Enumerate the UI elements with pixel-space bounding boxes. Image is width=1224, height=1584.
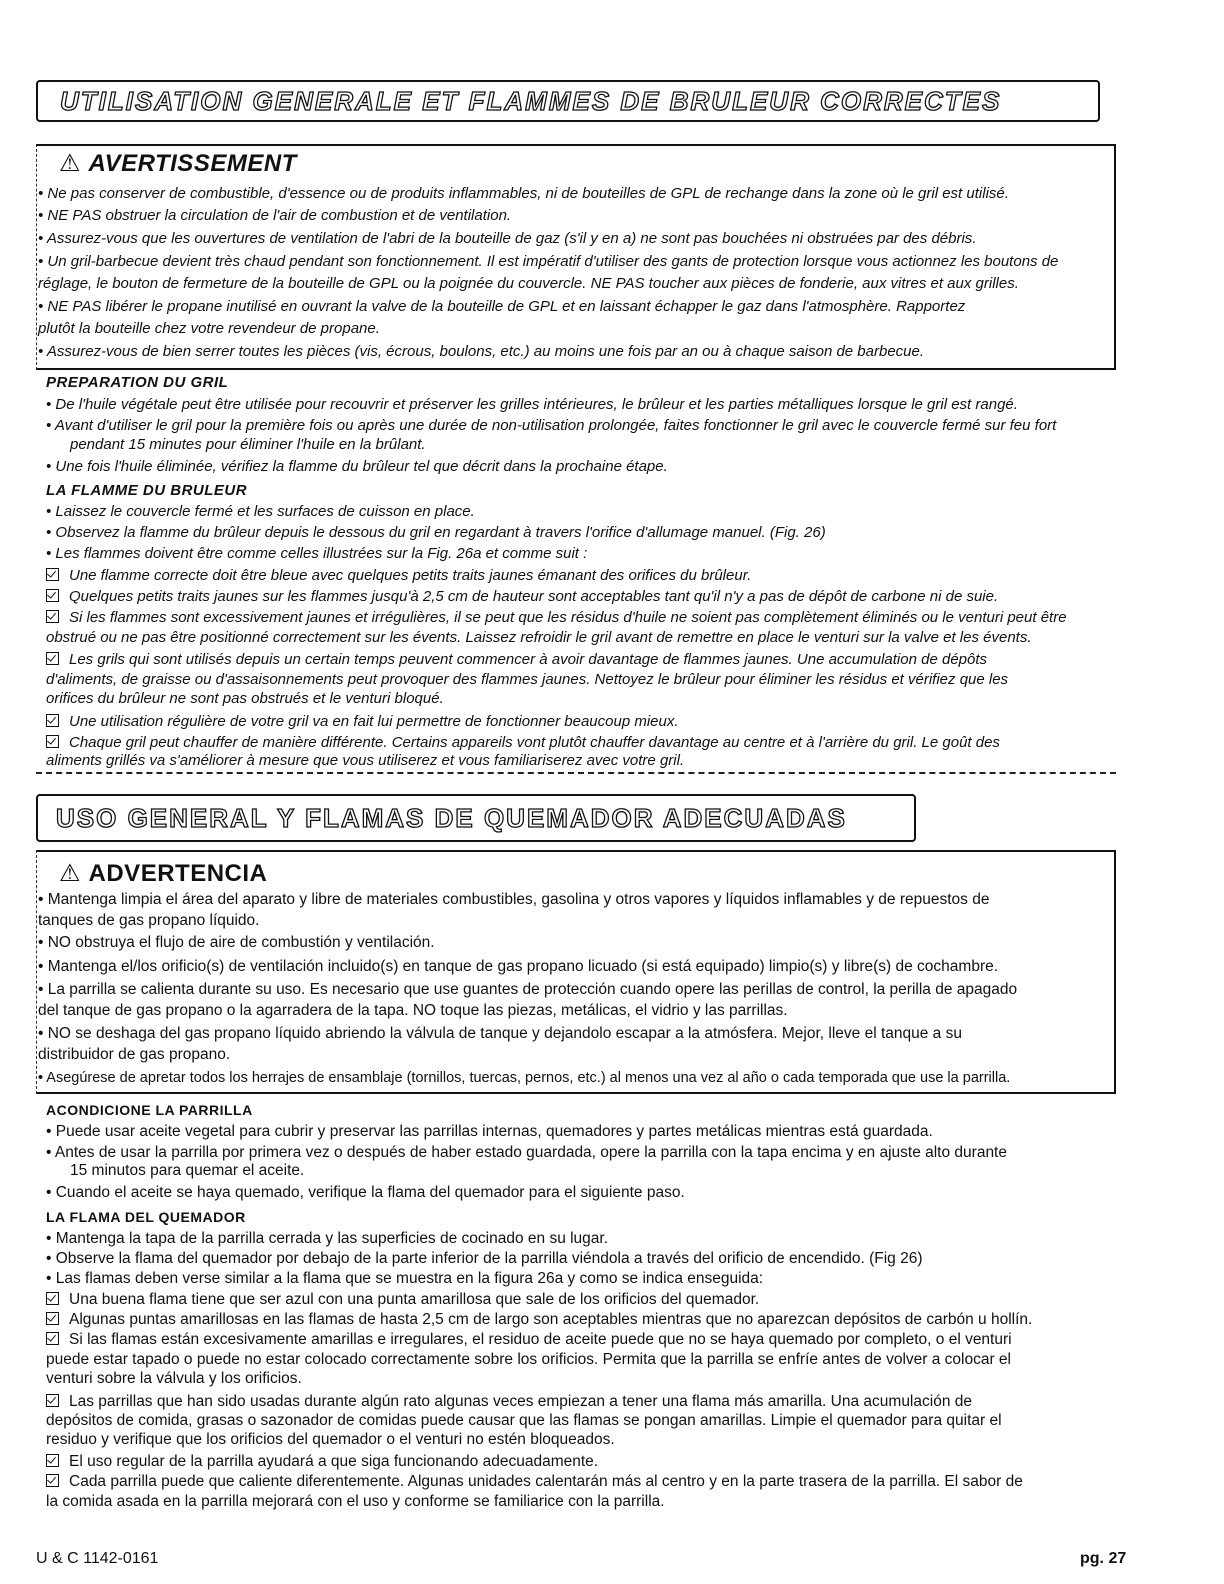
flame-bullet: • Laissez le couvercle fermé et les surfaces de cuisson en place. bbox=[46, 503, 475, 520]
warning-line: • La parrilla se calienta durante su uso. Es necesario que use guantes de protección cuando opere las perillas de control, la perilla de apagado bbox=[38, 981, 1018, 998]
flame-check-item: Si les flammes sont excessivement jaunes et irrégulières, il se peut que les résidus d'huile ne soient pas complètement éliminés ou le venturi peut être bbox=[46, 609, 1067, 626]
checked-box-icon bbox=[46, 1312, 59, 1325]
checked-box-icon bbox=[46, 568, 59, 581]
warning-triangle-icon: ⚠ bbox=[59, 860, 81, 887]
flame-check-item: Les grils qui sont utilisés depuis un certain temps peuvent commencer à avoir davantage de flammes jaunes. Une accumulation de dépôts bbox=[46, 651, 987, 668]
flame-check-item: Si las flamas están excesivamente amarillas e irregulares, el residuo de aceite puede que no se haya quemado por completo, o el venturi bbox=[46, 1331, 1012, 1348]
checked-box-icon bbox=[46, 1292, 59, 1305]
french-section-heading: UTILISATION GENERALE ET FLAMMES DE BRULEUR CORRECTES bbox=[60, 85, 1002, 116]
flame-check-item: Quelques petits traits jaunes sur les flammes jusqu'à 2,5 cm de hauteur sont acceptables tant qu'il n'y a pas de dépôt de carbone ni de suie. bbox=[46, 588, 998, 605]
warning-line: • Assurez-vous que les ouvertures de ventilation de l'abri de la bouteille de gaz (s'il y en a) ne sont pas bouchées ni obstruées par des débris. bbox=[38, 230, 977, 247]
flame-check-continued: venturi sobre la válvula y los orificios. bbox=[46, 1370, 302, 1387]
warning-line: • Asegúrese de apretar todos los herrajes de ensamblaje (tornillos, tuercas, pernos, etc.) al menos una vez al año o cada temporada que use la parrilla. bbox=[38, 1070, 1011, 1086]
warning-line: • Ne pas conserver de combustible, d'essence ou de produits inflammables, ni de bouteilles de GPL de rechange dans la zone où le gril est utilisé. bbox=[38, 185, 1009, 202]
warning-line: • NE PAS libérer le propane inutilisé en ouvrant la valve de la bouteille de GPL et en laissant échapper le gaz dans l'atmosphère. Rapportez bbox=[38, 298, 966, 315]
spanish-prep-subheading: ACONDICIONE LA PARRILLA bbox=[46, 1102, 253, 1118]
flame-check-continued: d'aliments, de graisse ou d'assaisonnements peut provoquer des flammes jaunes. Nettoyez le brûleur pour éliminer les résidus et vérifiez que les bbox=[46, 671, 1009, 688]
spanish-section-heading-box bbox=[36, 794, 916, 842]
flame-bullet: • Les flammes doivent être comme celles illustrées sur la Fig. 26a et comme suit : bbox=[46, 545, 588, 562]
warning-line: plutôt la bouteille chez votre revendeur de propane. bbox=[38, 320, 380, 337]
prep-line: • De l'huile végétale peut être utilisée pour recouvrir et préserver les grilles intérieures, le brûleur et les parties métalliques lorsque le gril est rangé. bbox=[46, 396, 1018, 413]
flame-check-item: Algunas puntas amarillosas en las flamas de hasta 2,5 cm de largo son aceptables mientras que no aparezcan depósitos de carbón u hollín. bbox=[46, 1311, 1032, 1328]
french-warning-title: AVERTISSEMENT bbox=[88, 150, 297, 177]
prep-line: pendant 15 minutes pour éliminer l'huile en la brûlant. bbox=[70, 436, 426, 453]
prep-line: • Cuando el aceite se haya quemado, verifique la flama del quemador para el siguiente paso. bbox=[46, 1184, 685, 1201]
warning-line: • NO se deshaga del gas propano líquido abriendo la válvula de tanque y dejandolo escapar a la atmósfera. Mejor, lleve el tanque a su bbox=[38, 1025, 962, 1042]
flame-check-continued: obstrué ou ne pas être positionné correctement sur les évents. Laissez refroidir le gril avant de remettre en place le venturi sur la valve et les évents. bbox=[46, 629, 1032, 646]
flame-check-continued: la comida asada en la parrilla mejorará con el uso y conforme se familiarice con la parrilla. bbox=[46, 1493, 665, 1510]
page-number: pg. 27 bbox=[1080, 1550, 1127, 1567]
checked-box-icon bbox=[46, 1474, 59, 1487]
flame-check-continued: residuo y verifique que los orificios del quemador o el venturi no estén bloqueados. bbox=[46, 1431, 615, 1448]
prep-line: • Puede usar aceite vegetal para cubrir y preservar las parrillas internas, quemadores y partes metálicas mientras está guardada. bbox=[46, 1123, 933, 1140]
checked-box-icon bbox=[46, 589, 59, 602]
warning-line: • Mantenga limpia el área del aparato y libre de materiales combustibles, gasolina y otros vapores y líquidos inflamables y de repuestos de bbox=[38, 891, 990, 908]
checked-box-icon bbox=[46, 610, 59, 623]
checked-box-icon bbox=[46, 1332, 59, 1345]
prep-line: 15 minutos para quemar el aceite. bbox=[70, 1162, 305, 1179]
prep-line: • Une fois l'huile éliminée, vérifiez la flamme du brûleur tel que décrit dans la prochaine étape. bbox=[46, 458, 668, 475]
checked-box-icon bbox=[46, 1454, 59, 1467]
flame-bullet: • Las flamas deben verse similar a la flama que se muestra en la figura 26a y como se indica enseguida: bbox=[46, 1270, 764, 1287]
flame-bullet: • Observez la flamme du brûleur depuis le dessous du gril en regardant à travers l'orifice d'allumage manuel. (Fig. 26) bbox=[46, 524, 826, 541]
flame-check-continued: puede estar tapado o puede no estar colocado correctamente sobre los orificios. Permita que la parrilla se enfríe antes de volver a colocar el bbox=[46, 1351, 1011, 1368]
flame-check-item: Cada parrilla puede que caliente diferentemente. Algunas unidades calentarán más al centro y en la parte trasera de la parrilla. El sabor de bbox=[46, 1473, 1023, 1490]
flame-bullet: • Mantenga la tapa de la parrilla cerrada y las superficies de cocinado en su lugar. bbox=[46, 1230, 609, 1247]
flame-check-item: Une flamme correcte doit être bleue avec quelques petits traits jaunes émanant des orifices du brûleur. bbox=[46, 567, 751, 584]
warning-triangle-icon: ⚠ bbox=[59, 150, 81, 177]
checked-box-icon bbox=[46, 652, 59, 665]
warning-line: • Un gril-barbecue devient très chaud pendant son fonctionnement. Il est impératif d'utiliser des gants de protection lorsque vous actionnez les boutons de bbox=[38, 253, 1059, 270]
french-flame-subheading: LA FLAMME DU BRULEUR bbox=[46, 482, 248, 499]
spanish-flame-subheading: LA FLAMA DEL QUEMADOR bbox=[46, 1209, 246, 1225]
checked-box-icon bbox=[46, 714, 59, 727]
flame-check-continued: orifices du brûleur ne sont pas obstrués et le venturi bloqué. bbox=[46, 690, 444, 707]
flame-check-continued: depósitos de comida, grasas o sazonador de comidas puede causar que las flamas se pongan amarillas. Limpie el quemador para quitar el bbox=[46, 1412, 1002, 1429]
section-divider bbox=[36, 772, 1116, 774]
warning-line: • NE PAS obstruer la circulation de l'air de combustion et de ventilation. bbox=[38, 207, 512, 224]
flame-check-item: Las parrillas que han sido usadas durante algún rato algunas veces empiezan a tener una flama más amarilla. Una acumulación de bbox=[46, 1393, 972, 1410]
spanish-section-heading: USO GENERAL Y FLAMAS DE QUEMADOR ADECUADAS bbox=[56, 802, 847, 833]
warning-line: del tanque de gas propano o la agarradera de la tapa. NO toque las piezas, metálicas, el vidrio y las parrillas. bbox=[38, 1002, 788, 1019]
flame-check-item: Une utilisation régulière de votre gril va en fait lui permettre de fonctionner beaucoup mieux. bbox=[46, 713, 679, 730]
checked-box-icon bbox=[46, 735, 59, 748]
flame-check-item: Chaque gril peut chauffer de manière différente. Certains appareils vont plutôt chauffer davantage au centre et à l'arrière du gril. Le goût des bbox=[46, 734, 1000, 751]
warning-line: réglage, le bouton de fermeture de la bouteille de GPL ou la poignée du couvercle. NE PAS toucher aux pièces de fonderie, aux vitres et aux grilles. bbox=[38, 275, 1019, 292]
checked-box-icon bbox=[46, 1394, 59, 1407]
spanish-warning-title-row bbox=[59, 860, 267, 888]
french-prep-subheading: PREPARATION DU GRIL bbox=[46, 374, 229, 391]
warning-line: distribuidor de gas propano. bbox=[38, 1046, 231, 1063]
warning-line: tanques de gas propano líquido. bbox=[38, 912, 260, 929]
warning-line: • NO obstruya el flujo de aire de combustión y ventilación. bbox=[38, 934, 435, 951]
spanish-warning-title: ADVERTENCIA bbox=[88, 860, 268, 887]
document-code: U & C 1142-0161 bbox=[36, 1550, 159, 1567]
prep-line: • Antes de usar la parrilla por primera vez o después de haber estado guardada, opere la parrilla con la tapa encima y en ajuste alto durante bbox=[46, 1144, 1007, 1161]
flame-check-item: El uso regular de la parrilla ayudará a que siga funcionando adecuadamente. bbox=[46, 1453, 598, 1470]
flame-check-continued: aliments grillés va s'améliorer à mesure que vous utiliserez et vous familiariserez avec votre gril. bbox=[46, 752, 685, 769]
flame-bullet: • Observe la flama del quemador por debajo de la parte inferior de la parrilla viéndola a través del orificio de encendido. (Fig 26) bbox=[46, 1250, 923, 1267]
french-warning-title-row bbox=[59, 150, 297, 178]
prep-line: • Avant d'utiliser le gril pour la première fois ou après une durée de non-utilisation prolongée, faites fonctionner le gril avec le couvercle fermé sur feu fort bbox=[46, 417, 1057, 434]
french-section-heading-box bbox=[36, 80, 1100, 122]
flame-check-item: Una buena flama tiene que ser azul con una punta amarillosa que sale de los orificios del quemador. bbox=[46, 1291, 759, 1308]
warning-line: • Mantenga el/los orificio(s) de ventilación incluido(s) en tanque de gas propano licuado (si está equipado) limpio(s) y libre(s) de cochambre. bbox=[38, 958, 999, 975]
warning-line: • Assurez-vous de bien serrer toutes les pièces (vis, écrous, boulons, etc.) au moins une fois par an ou à chaque saison de barbecue. bbox=[38, 343, 925, 360]
